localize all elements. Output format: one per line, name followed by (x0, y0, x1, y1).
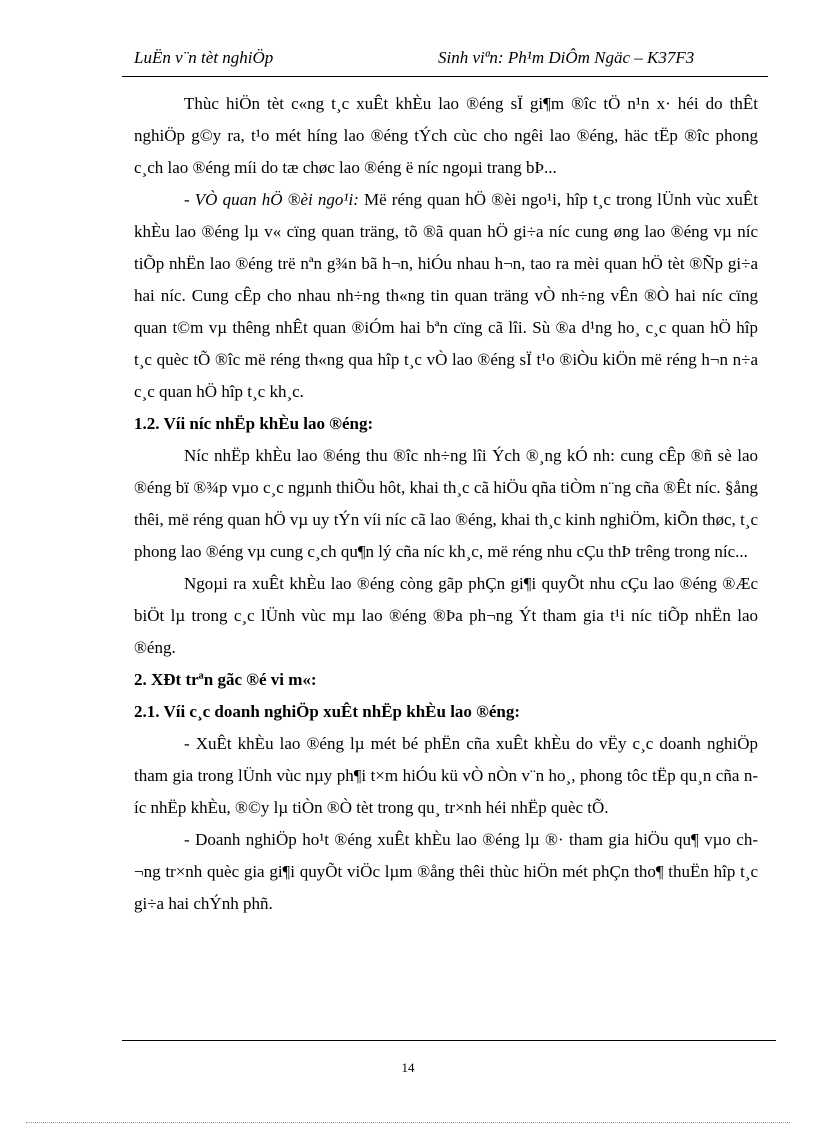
paragraph-labor-demand: Ngoµi ra xuÊt khÈu lao ®éng còng gãp phÇn gi¶i quyÕt nhu cÇu lao ®éng ®Æc biÖt lµ trong c¸c lÜnh vùc mµ lao ®éng ®Þa ph¬ng Ýt tham gia t¹i níc tiÕp nhËn lao ®éng. (134, 574, 758, 657)
page-number: 14 (401, 1060, 415, 1075)
header-divider (122, 76, 768, 77)
heading-enterprises: 2.1. Víi c¸c doanh nghiÖp xuÊt nhËp khÈu lao ®éng: (134, 702, 521, 721)
header-student-info: Sinh viªn: Ph¹m DiÔm Ngäc – K37F3 (438, 48, 695, 67)
paragraph-importing-benefits: Níc nhËp khÈu lao ®éng thu ®îc nh÷ng lîi Ých ®¸ng kÓ nh: cung cÊp ®ñ sè lao ®éng bï ®¾p vµo c¸c ngµnh thiÕu hôt, khai th¸c cã hiÖu qña tiÒm n¨ng cña ®Êt níc. §ång thêi, më réng quan hÖ vµ uy tÝn víi níc cã lao ®éng, khai th¸c kinh nghiÖm, kiÕn thøc, t¸c phong lao ®éng vµ cung c¸ch qu¶n lý cña níc kh¸c, më réng nhu cÇu thÞ trêng trong níc... (134, 446, 758, 561)
page-header (134, 48, 752, 72)
page-body (134, 88, 758, 920)
footer-divider (122, 1040, 776, 1041)
heading-micro-level: 2. XÐt trªn gãc ®é vi m«: (134, 670, 317, 689)
paragraph-enterprise-culture: - XuÊt khÈu lao ®éng lµ mét bé phËn cña xuÊt khÈu do vËy c¸c doanh nghiÖp tham gia trong lÜnh vùc nµy ph¶i t×m hiÓu kü vÒ nÒn v¨n ho¸, phong tôc tËp qu¸n cña níc nhËp khÈu, ®©y lµ tiÒn ®Ò tèt trong qu¸ tr×nh héi nhËp quèc tÕ. (134, 734, 758, 817)
header-thesis-title: LuËn v¨n tèt nghiÖp (134, 48, 274, 67)
foreign-relations-text: Më réng quan hÖ ®èi ngo¹i, hîp t¸c trong lÜnh vùc xuÊt khÈu lao ®éng lµ v« cïng quan träng, tõ ®ã quan hÖ gi÷a níc cung øng lao ®éng vµ níc tiÕp nhËn lao ®éng trë nªn g¾n bã h¬n, hiÓu nhau h¬n, tao ra mèi quan hÖ tèt ®Ñp gi÷a hai níc. Cung cÊp cho nhau nh÷ng th«ng tin quan träng vÒ nh÷ng vÊn ®Ò hai níc cïng quan t©m vµ thêng nhÊt quan ®iÓm hai bªn cïng cã lîi. Sù ®a d¹ng ho¸ c¸c quan hÖ hîp t¸c quèc tÕ ®îc më réng th«ng qua hîp t¸c vÒ lao ®éng sÏ t¹o ®iÒu kiÖn më réng h¬n n÷a c¸c quan hÖ hîp t¸c kh¸c. (134, 190, 759, 401)
paragraph-foreign-relations (134, 184, 758, 408)
paragraph-enterprise-program: - Doanh nghiÖp ho¹t ®éng xuÊt khÈu lao ®éng lµ ®· tham gia hiÖu qu¶ vµo ch¬ng tr×nh quèc gia gi¶i quyÕt viÖc lµm ®ång thêi thùc hiÖn mét phÇn tho¶ thuËn hîp t¸c gi÷a hai chÝnh phñ. (134, 830, 758, 913)
paragraph-social-benefits: Thùc hiÖn tèt c«ng t¸c xuÊt khÈu lao ®éng sÏ gi¶m ®îc tÖ n¹n x· héi do thÊt nghiÖp g©y ra, t¹o mét híng lao ®éng tÝch cùc cho ngêi lao ®éng, häc tËp ®îc phong c¸ch lao ®éng míi do tæ chøc lao ®éng ë níc ngoµi trang bÞ... (134, 94, 758, 177)
heading-importing-country: 1.2. Víi níc nhËp khÈu lao ®éng: (134, 414, 374, 433)
foreign-relations-label: - VÒ quan hÖ ®èi ngo¹i: (184, 190, 359, 209)
